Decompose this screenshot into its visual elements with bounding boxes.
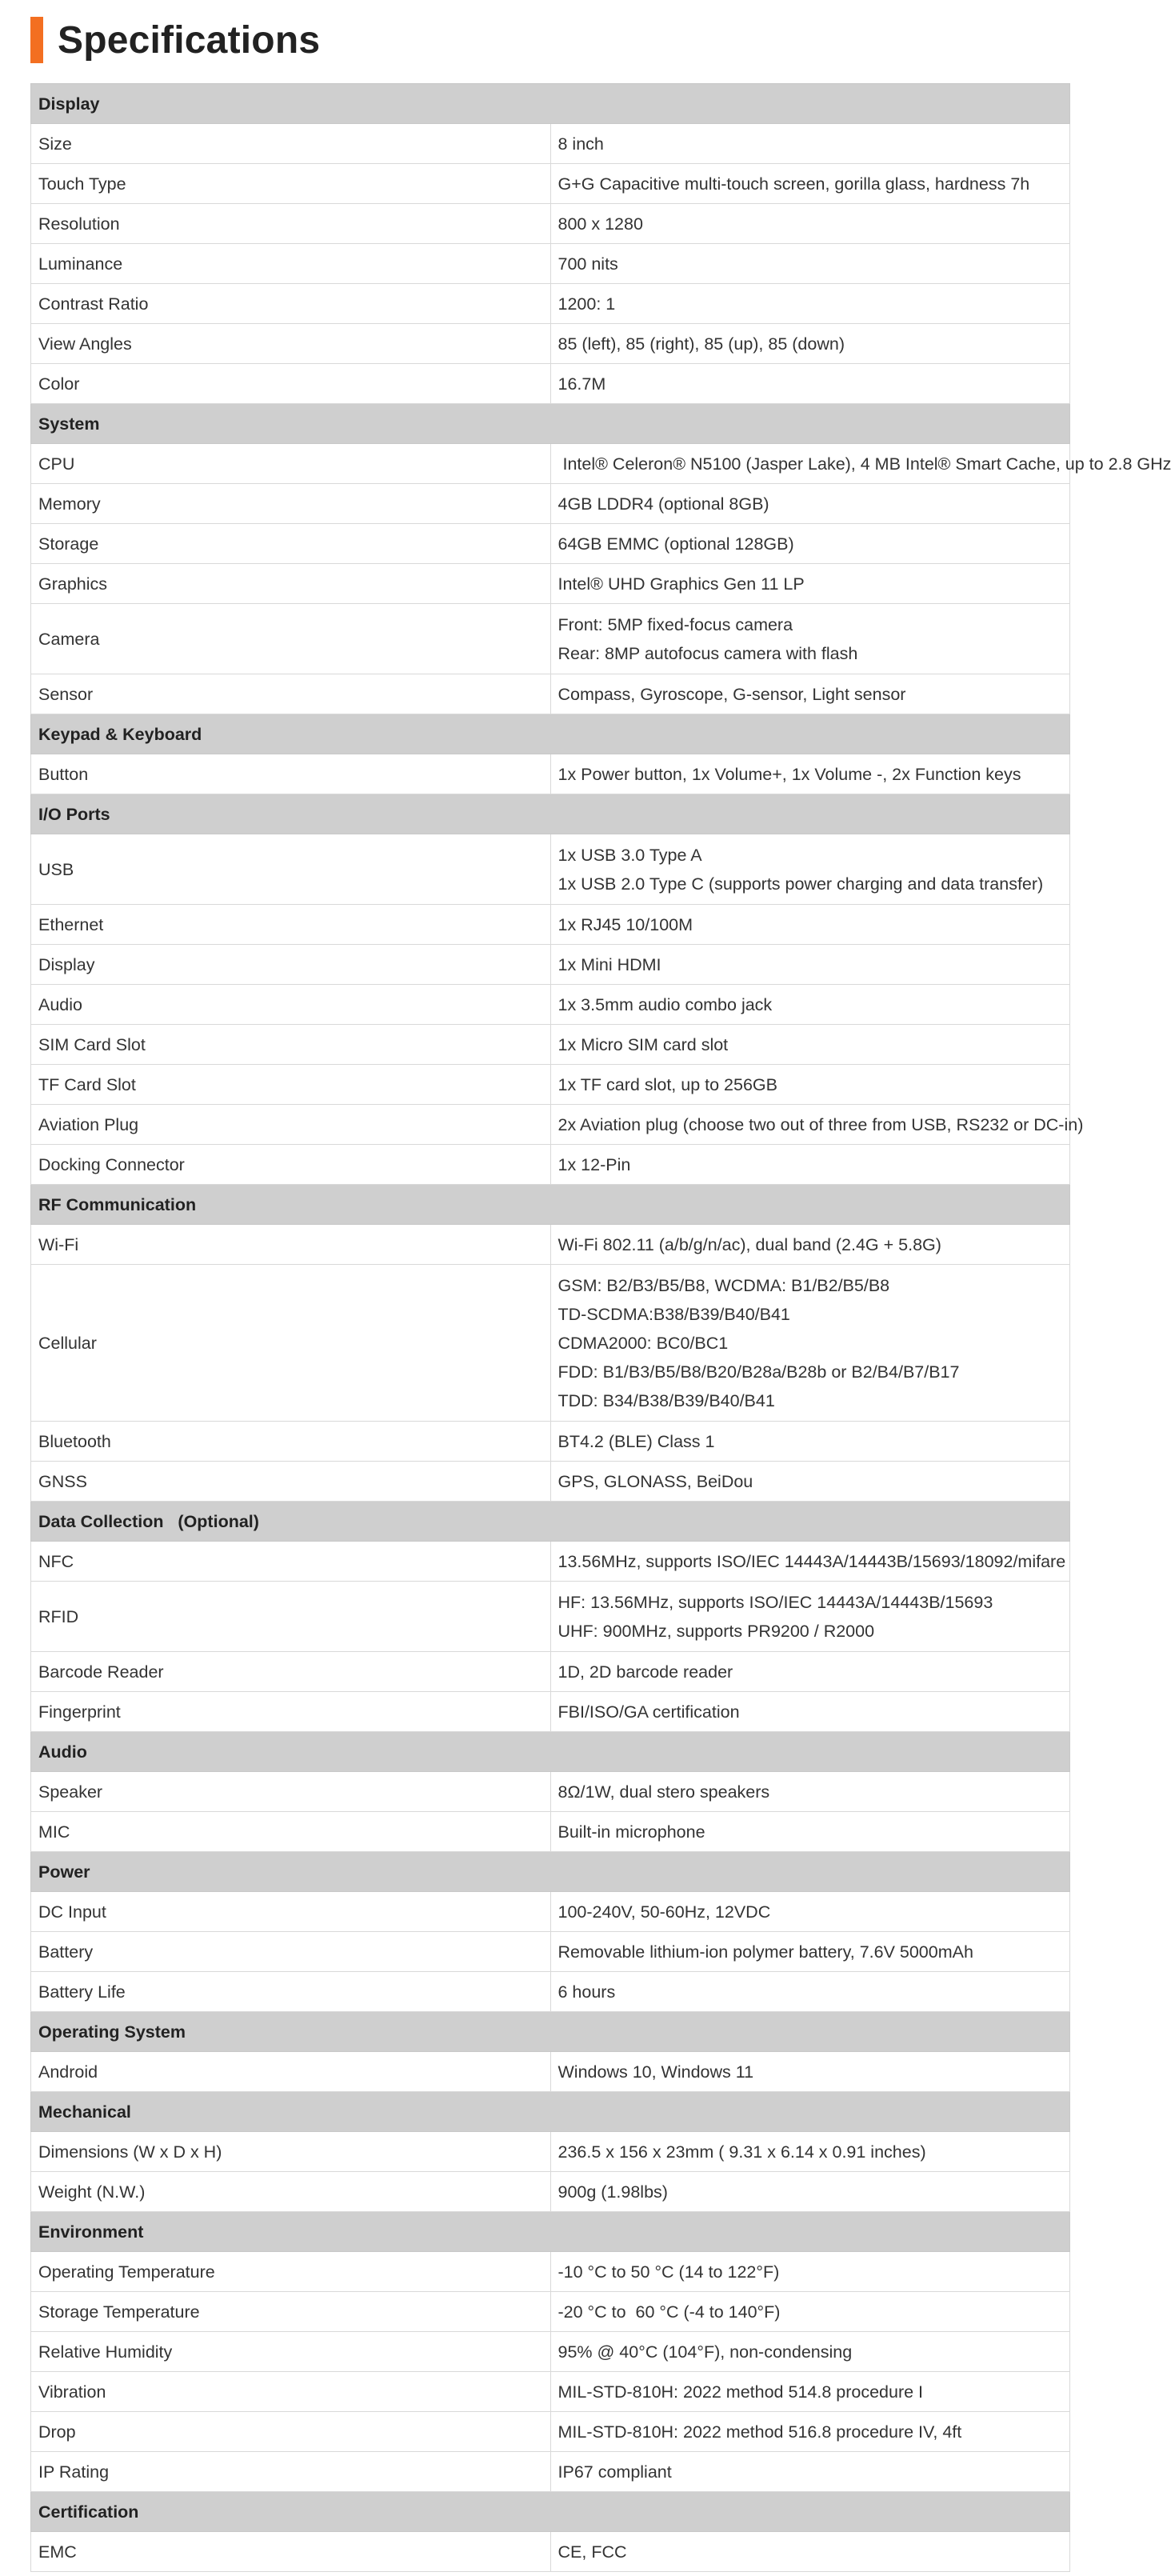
spec-row-dimensions-w-x-d-x-h: [31, 2132, 1070, 2172]
spec-value: [550, 1692, 1070, 1732]
spec-value-line: TDD: B34/B38/B39/B40/B41: [558, 1390, 775, 1410]
spec-value-line: TD-SCDMA:B38/B39/B40/B41: [558, 1304, 790, 1324]
spec-label: MIC: [31, 1812, 551, 1852]
spec-row-camera: [31, 604, 1070, 674]
spec-row-resolution: [31, 204, 1070, 244]
spec-value-line: 95% @ 40°C (104°F), non-condensing: [558, 2342, 853, 2362]
spec-row-usb: [31, 834, 1070, 905]
section-header-system: [31, 404, 1070, 444]
spec-value-line: 1D, 2D barcode reader: [558, 1662, 733, 1682]
spec-row-graphics: [31, 564, 1070, 604]
spec-value-line: FBI/ISO/GA certification: [558, 1702, 740, 1722]
section-header-i-o-ports: [31, 794, 1070, 834]
spec-label: Dimensions (W x D x H): [31, 2132, 551, 2172]
section-title: Data Collection (Optional): [31, 1502, 1070, 1542]
spec-row-sensor: [31, 674, 1070, 714]
spec-value-line: 64GB EMMC (optional 128GB): [558, 534, 794, 554]
spec-row-tf-card-slot: [31, 1065, 1070, 1105]
section-header-power: [31, 1852, 1070, 1892]
section-header-operating-system: [31, 2012, 1070, 2052]
spec-label: GNSS: [31, 1462, 551, 1502]
spec-value: [550, 674, 1070, 714]
spec-row-mic: [31, 1812, 1070, 1852]
spec-value: [550, 1892, 1070, 1932]
spec-label: Fingerprint: [31, 1692, 551, 1732]
spec-row-bluetooth: [31, 1422, 1070, 1462]
spec-label: Size: [31, 124, 551, 164]
spec-label: Luminance: [31, 244, 551, 284]
spec-value: [550, 2172, 1070, 2212]
spec-label: Battery: [31, 1932, 551, 1972]
spec-value-line: 1x RJ45 10/100M: [558, 914, 693, 934]
spec-value: [550, 1422, 1070, 1462]
spec-label: Aviation Plug: [31, 1105, 551, 1145]
spec-value: [550, 2052, 1070, 2092]
spec-value: [550, 204, 1070, 244]
spec-value-line: CE, FCC: [558, 2542, 627, 2562]
spec-value-line: 700 nits: [558, 254, 618, 274]
spec-label: EMC: [31, 2532, 551, 2572]
spec-value: [550, 1582, 1070, 1652]
spec-value-line: 8Ω/1W, dual stero speakers: [558, 1782, 770, 1802]
spec-value-line: 1x 3.5mm audio combo jack: [558, 994, 773, 1014]
spec-value: [550, 2532, 1070, 2572]
section-header-audio: [31, 1732, 1070, 1772]
spec-value-line: HF: 13.56MHz, supports ISO/IEC 14443A/14443B/15693: [558, 1592, 993, 1612]
spec-row-storage: [31, 524, 1070, 564]
spec-value: [550, 1652, 1070, 1692]
spec-row-emc: [31, 2532, 1070, 2572]
spec-row-size: [31, 124, 1070, 164]
section-title: Environment: [31, 2212, 1070, 2252]
spec-label: Graphics: [31, 564, 551, 604]
spec-label: Storage: [31, 524, 551, 564]
spec-value-line: 100-240V, 50-60Hz, 12VDC: [558, 1902, 771, 1922]
spec-label: Memory: [31, 484, 551, 524]
spec-value: [550, 1225, 1070, 1265]
spec-value: [550, 2452, 1070, 2492]
spec-value: [550, 1772, 1070, 1812]
spec-value: [550, 985, 1070, 1025]
spec-value: [550, 484, 1070, 524]
section-header-mechanical: [31, 2092, 1070, 2132]
section-title: Audio: [31, 1732, 1070, 1772]
spec-value: [550, 2252, 1070, 2292]
spec-value: [550, 604, 1070, 674]
spec-value: [550, 1812, 1070, 1852]
spec-label: Button: [31, 754, 551, 794]
spec-row-color: [31, 364, 1070, 404]
spec-value: [550, 1025, 1070, 1065]
spec-row-docking-connector: [31, 1145, 1070, 1185]
spec-value-line: 6 hours: [558, 1982, 616, 2002]
spec-value-line: 1x USB 2.0 Type C (supports power charging and data transfer): [558, 874, 1044, 894]
spec-label: RFID: [31, 1582, 551, 1652]
spec-row-gnss: [31, 1462, 1070, 1502]
spec-row-storage-temperature: [31, 2292, 1070, 2332]
spec-row-weight-n-w: [31, 2172, 1070, 2212]
spec-label: Bluetooth: [31, 1422, 551, 1462]
spec-row-touch-type: [31, 164, 1070, 204]
spec-value: [550, 1145, 1070, 1185]
spec-row-nfc: [31, 1542, 1070, 1582]
section-header-keypad-keyboard: [31, 714, 1070, 754]
section-title: I/O Ports: [31, 794, 1070, 834]
spec-value-line: MIL-STD-810H: 2022 method 516.8 procedure IV, 4ft: [558, 2422, 962, 2442]
spec-value-line: 16.7M: [558, 374, 606, 394]
spec-value: [550, 324, 1070, 364]
spec-row-android: [31, 2052, 1070, 2092]
spec-label: Wi-Fi: [31, 1225, 551, 1265]
spec-row-audio: [31, 985, 1070, 1025]
spec-value-line: 1x Micro SIM card slot: [558, 1034, 729, 1054]
spec-label: Ethernet: [31, 905, 551, 945]
spec-label: TF Card Slot: [31, 1065, 551, 1105]
section-title: System: [31, 404, 1070, 444]
section-title: Operating System: [31, 2012, 1070, 2052]
spec-value: [550, 1932, 1070, 1972]
section-header-display: [31, 84, 1070, 124]
spec-value: [550, 1065, 1070, 1105]
spec-value-line: GSM: B2/B3/B5/B8, WCDMA: B1/B2/B5/B8: [558, 1275, 890, 1295]
spec-label: Speaker: [31, 1772, 551, 1812]
spec-label: CPU: [31, 444, 551, 484]
spec-label: Camera: [31, 604, 551, 674]
spec-value-line: IP67 compliant: [558, 2462, 672, 2482]
spec-row-cpu: [31, 444, 1070, 484]
spec-value-line: Windows 10, Windows 11: [558, 2062, 754, 2082]
spec-value: [550, 754, 1070, 794]
spec-label: IP Rating: [31, 2452, 551, 2492]
spec-label: Docking Connector: [31, 1145, 551, 1185]
spec-row-battery: [31, 1932, 1070, 1972]
section-title: Keypad & Keyboard: [31, 714, 1070, 754]
spec-value-line: Rear: 8MP autofocus camera with flash: [558, 643, 858, 663]
spec-row-rfid: [31, 1582, 1070, 1652]
spec-row-vibration: [31, 2372, 1070, 2412]
spec-value-line: 1x 12-Pin: [558, 1154, 631, 1174]
spec-label: Color: [31, 364, 551, 404]
spec-row-relative-humidity: [31, 2332, 1070, 2372]
spec-row-display: [31, 945, 1070, 985]
spec-label: Storage Temperature: [31, 2292, 551, 2332]
spec-label: Cellular: [31, 1265, 551, 1422]
spec-label: NFC: [31, 1542, 551, 1582]
spec-value: [550, 524, 1070, 564]
spec-value-line: CDMA2000: BC0/BC1: [558, 1333, 729, 1353]
spec-value: [550, 1105, 1084, 1145]
spec-value-line: 1x TF card slot, up to 256GB: [558, 1074, 777, 1094]
section-header-data-collection-optional: [31, 1502, 1070, 1542]
spec-row-view-angles: [31, 324, 1070, 364]
spec-row-sim-card-slot: [31, 1025, 1070, 1065]
spec-value-line: 8 inch: [558, 134, 604, 154]
spec-label: Operating Temperature: [31, 2252, 551, 2292]
spec-value-line: 13.56MHz, supports ISO/IEC 14443A/14443B/15693/18092/mifare: [558, 1551, 1066, 1571]
spec-label: Vibration: [31, 2372, 551, 2412]
spec-row-aviation-plug: [31, 1105, 1070, 1145]
page-header: [30, 16, 320, 64]
spec-label: SIM Card Slot: [31, 1025, 551, 1065]
spec-value-line: GPS, GLONASS, BeiDou: [558, 1471, 753, 1491]
spec-value: [550, 2412, 1070, 2452]
spec-value-line: UHF: 900MHz, supports PR9200 / R2000: [558, 1621, 875, 1641]
section-title: RF Communication: [31, 1185, 1070, 1225]
spec-value-line: 1x Power button, 1x Volume+, 1x Volume -, 2x Function keys: [558, 764, 1021, 784]
spec-row-barcode-reader: [31, 1652, 1070, 1692]
spec-value-line: G+G Capacitive multi-touch screen, gorilla glass, hardness 7h: [558, 174, 1030, 194]
spec-value: [550, 2372, 1070, 2412]
spec-value-line: 2x Aviation plug (choose two out of three from USB, RS232 or DC-in): [558, 1114, 1084, 1134]
spec-value-line: Built-in microphone: [558, 1822, 705, 1842]
page-title: Specifications: [58, 18, 321, 62]
specifications-table-body: [31, 84, 1171, 2572]
spec-value: [550, 905, 1070, 945]
spec-row-drop: [31, 2412, 1070, 2452]
spec-label: Barcode Reader: [31, 1652, 551, 1692]
spec-value-line: Front: 5MP fixed-focus camera: [558, 614, 793, 634]
spec-label: Weight (N.W.): [31, 2172, 551, 2212]
spec-row-dc-input: [31, 1892, 1070, 1932]
spec-value-line: Compass, Gyroscope, G-sensor, Light sensor: [558, 684, 906, 704]
spec-value: [550, 945, 1070, 985]
section-title: Mechanical: [31, 2092, 1070, 2132]
spec-value: [550, 2332, 1070, 2372]
spec-label: USB: [31, 834, 551, 905]
spec-value-line: MIL-STD-810H: 2022 method 514.8 procedure I: [558, 2382, 924, 2402]
spec-value: [550, 834, 1070, 905]
spec-value: [550, 1542, 1070, 1582]
spec-value: [550, 444, 1171, 484]
specifications-table: [30, 83, 1171, 2572]
spec-value-line: 1x Mini HDMI: [558, 954, 661, 974]
spec-label: Relative Humidity: [31, 2332, 551, 2372]
spec-row-ip-rating: [31, 2452, 1070, 2492]
spec-label: Contrast Ratio: [31, 284, 551, 324]
spec-value-line: -20 °C to 60 °C (-4 to 140°F): [558, 2302, 781, 2322]
spec-row-button: [31, 754, 1070, 794]
spec-value: [550, 284, 1070, 324]
spec-row-cellular: [31, 1265, 1070, 1422]
spec-row-speaker: [31, 1772, 1070, 1812]
spec-value-line: 1200: 1: [558, 294, 616, 314]
spec-label: Sensor: [31, 674, 551, 714]
spec-value: [550, 164, 1070, 204]
spec-value-line: Intel® UHD Graphics Gen 11 LP: [558, 574, 805, 594]
spec-value: [550, 564, 1070, 604]
spec-row-memory: [31, 484, 1070, 524]
spec-label: Battery Life: [31, 1972, 551, 2012]
spec-row-luminance: [31, 244, 1070, 284]
spec-label: View Angles: [31, 324, 551, 364]
spec-value-line: 1x USB 3.0 Type A: [558, 845, 702, 865]
spec-value: [550, 124, 1070, 164]
spec-value: [550, 2132, 1070, 2172]
section-header-certification: [31, 2492, 1070, 2532]
spec-row-fingerprint: [31, 1692, 1070, 1732]
spec-value-line: Intel® Celeron® N5100 (Jasper Lake), 4 MB Intel® Smart Cache, up to 2.8 GHz: [558, 454, 1171, 474]
spec-value: [550, 244, 1070, 284]
spec-value-line: Wi-Fi 802.11 (a/b/g/n/ac), dual band (2.4G + 5.8G): [558, 1234, 941, 1254]
spec-value: [550, 2292, 1070, 2332]
title-accent-bar: [30, 17, 43, 63]
spec-value-line: Removable lithium-ion polymer battery, 7.6V 5000mAh: [558, 1942, 973, 1962]
spec-value: [550, 1462, 1070, 1502]
section-title: Certification: [31, 2492, 1070, 2532]
spec-label: DC Input: [31, 1892, 551, 1932]
spec-value: [550, 1972, 1070, 2012]
spec-row-contrast-ratio: [31, 284, 1070, 324]
spec-label: Audio: [31, 985, 551, 1025]
spec-label: Drop: [31, 2412, 551, 2452]
spec-value-line: 236.5 x 156 x 23mm ( 9.31 x 6.14 x 0.91 inches): [558, 2142, 926, 2162]
spec-value-line: 900g (1.98lbs): [558, 2182, 668, 2202]
spec-value: [550, 364, 1070, 404]
spec-value-line: FDD: B1/B3/B5/B8/B20/B28a/B28b or B2/B4/B7/B17: [558, 1362, 960, 1382]
section-header-environment: [31, 2212, 1070, 2252]
spec-row-wi-fi: [31, 1225, 1070, 1265]
spec-value-line: BT4.2 (BLE) Class 1: [558, 1431, 715, 1451]
spec-value-line: 800 x 1280: [558, 214, 643, 234]
spec-label: Android: [31, 2052, 551, 2092]
spec-value-line: 85 (left), 85 (right), 85 (up), 85 (down): [558, 334, 845, 354]
spec-row-operating-temperature: [31, 2252, 1070, 2292]
spec-label: Display: [31, 945, 551, 985]
spec-value-line: -10 °C to 50 °C (14 to 122°F): [558, 2262, 780, 2282]
spec-value-line: 4GB LDDR4 (optional 8GB): [558, 494, 769, 514]
spec-row-battery-life: [31, 1972, 1070, 2012]
spec-label: Touch Type: [31, 164, 551, 204]
section-header-rf-communication: [31, 1185, 1070, 1225]
spec-value: [550, 1265, 1070, 1422]
section-title: Display: [31, 84, 1070, 124]
section-title: Power: [31, 1852, 1070, 1892]
spec-row-ethernet: [31, 905, 1070, 945]
spec-label: Resolution: [31, 204, 551, 244]
